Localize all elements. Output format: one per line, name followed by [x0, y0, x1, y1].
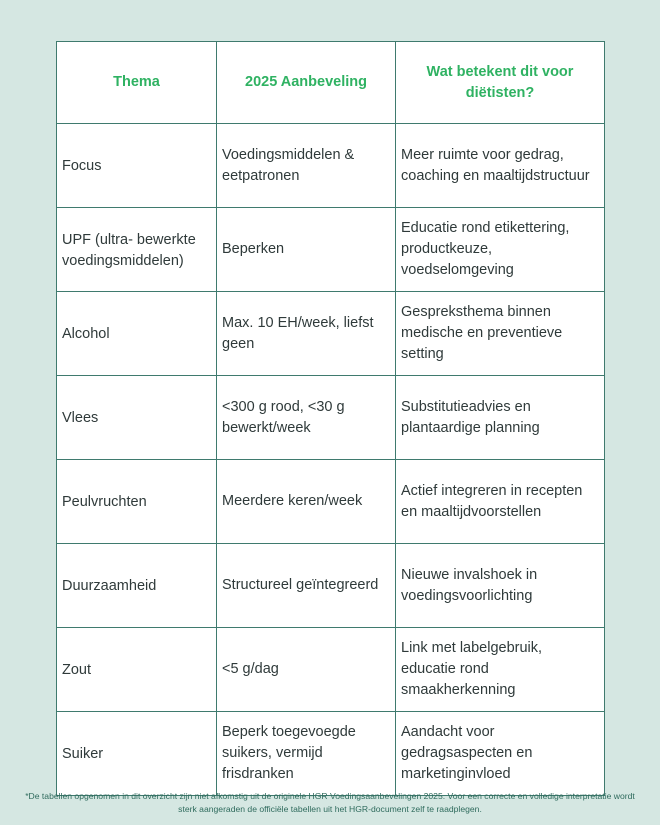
cell-thema: Peulvruchten: [57, 460, 217, 544]
cell-dietisten: Meer ruimte voor gedrag, coaching en maaltijdstructuur: [396, 124, 605, 208]
cell-aanbeveling: Beperken: [217, 208, 396, 292]
header-dietisten: Wat betekent dit voor diëtisten?: [396, 42, 605, 124]
cell-thema: UPF (ultra- bewerkte voedingsmiddelen): [57, 208, 217, 292]
table-row: [57, 460, 605, 544]
cell-dietisten: Link met labelgebruik, educatie rond smaakherkenning: [396, 628, 605, 712]
cell-thema: Vlees: [57, 376, 217, 460]
cell-aanbeveling: <5 g/dag: [217, 628, 396, 712]
table-row: [57, 712, 605, 796]
cell-dietisten: Aandacht voor gedragsaspecten en marketinginvloed: [396, 712, 605, 796]
cell-aanbeveling: Structureel geïntegreerd: [217, 544, 396, 628]
cell-dietisten: Substitutieadvies en plantaardige planning: [396, 376, 605, 460]
table-row: [57, 628, 605, 712]
recommendations-table: [56, 41, 605, 796]
table-row: [57, 544, 605, 628]
header-row: [57, 42, 605, 124]
cell-aanbeveling: <300 g rood, <30 g bewerkt/week: [217, 376, 396, 460]
cell-dietisten: Educatie rond etikettering, productkeuze, voedselomgeving: [396, 208, 605, 292]
header-aanbeveling: 2025 Aanbeveling: [217, 42, 396, 124]
disclaimer-footnote: *De tabellen opgenomen in dit overzicht zijn niet afkomstig uit de originele HGR Voedingsaanbevelingen 2025. Voor een correcte en volledige interpretatie wordt sterk aangeraden de officiële tabellen uit het HGR-document zelf te raadplegen.: [25, 791, 635, 814]
cell-thema: Focus: [57, 124, 217, 208]
cell-thema: Alcohol: [57, 292, 217, 376]
table-row: [57, 376, 605, 460]
cell-thema: Duurzaamheid: [57, 544, 217, 628]
cell-aanbeveling: Beperk toegevoegde suikers, vermijd frisdranken: [217, 712, 396, 796]
table-row: [57, 124, 605, 208]
cell-aanbeveling: Max. 10 EH/week, liefst geen: [217, 292, 396, 376]
cell-aanbeveling: Voedingsmiddelen & eetpatronen: [217, 124, 396, 208]
cell-thema: Zout: [57, 628, 217, 712]
cell-thema: Suiker: [57, 712, 217, 796]
cell-aanbeveling: Meerdere keren/week: [217, 460, 396, 544]
header-thema: Thema: [57, 42, 217, 124]
cell-dietisten: Nieuwe invalshoek in voedingsvoorlichting: [396, 544, 605, 628]
table-row: [57, 208, 605, 292]
cell-dietisten: Actief integreren in recepten en maaltijdvoorstellen: [396, 460, 605, 544]
cell-dietisten: Gespreksthema binnen medische en preventieve setting: [396, 292, 605, 376]
table-row: [57, 292, 605, 376]
